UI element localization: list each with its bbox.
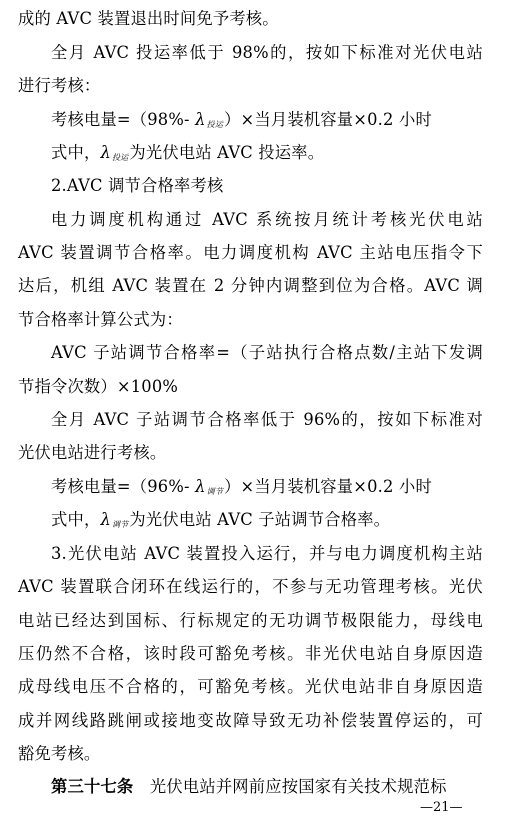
article-number: 第三十七条 bbox=[51, 777, 134, 796]
text-line: AVC 装置联合闭环在线运行的，不参与无功管理考核。光伏 bbox=[18, 577, 483, 596]
formula-note bbox=[51, 143, 483, 166]
text-line: 节合格率计算公式为： bbox=[18, 310, 183, 329]
lambda-subscript: 调节 bbox=[206, 487, 224, 496]
text-line: 电力调度机构通过 AVC 系统按月统计考核光伏电站 bbox=[51, 210, 483, 229]
text-line: 压仍然不合格，该时段可豁免考核。非光伏电站自身原因造 bbox=[18, 644, 483, 663]
lambda-symbol: λ bbox=[100, 143, 111, 162]
formula-line bbox=[51, 110, 483, 133]
formula-prefix: 考核电量=（98%- bbox=[51, 110, 196, 129]
text-line: 电站已经达到国标、行标规定的无功调节极限能力，母线电 bbox=[18, 611, 483, 630]
lambda-subscript: 投运 bbox=[206, 120, 224, 129]
text-line: 豁免考核。 bbox=[18, 744, 101, 763]
lambda-symbol: λ bbox=[195, 110, 206, 129]
text-line: 光伏电站进行考核。 bbox=[18, 443, 167, 462]
formula-suffix: ）×当月装机容量×0.2 小时 bbox=[224, 110, 432, 129]
text-line: AVC 子站调节合格率=（子站执行合格点数/主站下发调 bbox=[51, 343, 483, 362]
text-line: AVC 装置调节合格率。电力调度机构 AVC 主站电压指令下 bbox=[18, 243, 483, 262]
formula-suffix: ）×当月装机容量×0.2 小时 bbox=[224, 477, 432, 496]
lambda-symbol: λ bbox=[100, 510, 111, 529]
text-line: 进行考核： bbox=[18, 76, 101, 95]
note-prefix: 式中， bbox=[51, 510, 101, 529]
lambda-subscript: 投运 bbox=[111, 153, 129, 162]
text-line: 成并网线路跳闸或接地变故障导致无功补偿装置停运的，可 bbox=[18, 711, 483, 730]
section-heading: 2.AVC 调节合格率考核 bbox=[51, 176, 224, 195]
formula-note bbox=[51, 510, 483, 533]
note-prefix: 式中， bbox=[51, 143, 101, 162]
text-line: 节指令次数）×100% bbox=[18, 377, 179, 396]
formula-prefix: 考核电量=（96%- bbox=[51, 477, 196, 496]
note-suffix: 为光伏电站 AVC 投运率。 bbox=[129, 143, 325, 162]
text-line: 成母线电压不合格的，可豁免考核。光伏电站非自身原因造 bbox=[18, 677, 483, 696]
formula-line bbox=[51, 477, 483, 500]
text-line: 3.光伏电站 AVC 装置投入运行，并与电力调度机构主站 bbox=[51, 544, 483, 563]
text-line: 成的 AVC 装置退出时间免予考核。 bbox=[18, 9, 279, 28]
lambda-symbol: λ bbox=[195, 477, 206, 496]
text-line: 全月 AVC 子站调节合格率低于 96%的，按如下标准对 bbox=[51, 410, 483, 429]
page-number: —21— bbox=[420, 800, 463, 815]
article-text: 光伏电站并网前应按国家有关技术规范标 bbox=[133, 777, 447, 796]
text-line: 全月 AVC 投运率低于 98%的，按如下标准对光伏电站 bbox=[51, 43, 483, 62]
note-suffix: 为光伏电站 AVC 子站调节合格率。 bbox=[129, 510, 391, 529]
lambda-subscript: 调节 bbox=[111, 520, 129, 529]
article-line bbox=[51, 777, 483, 797]
text-line: 达后，机组 AVC 装置在 2 分钟内调整到位为合格。AVC 调 bbox=[18, 276, 483, 295]
